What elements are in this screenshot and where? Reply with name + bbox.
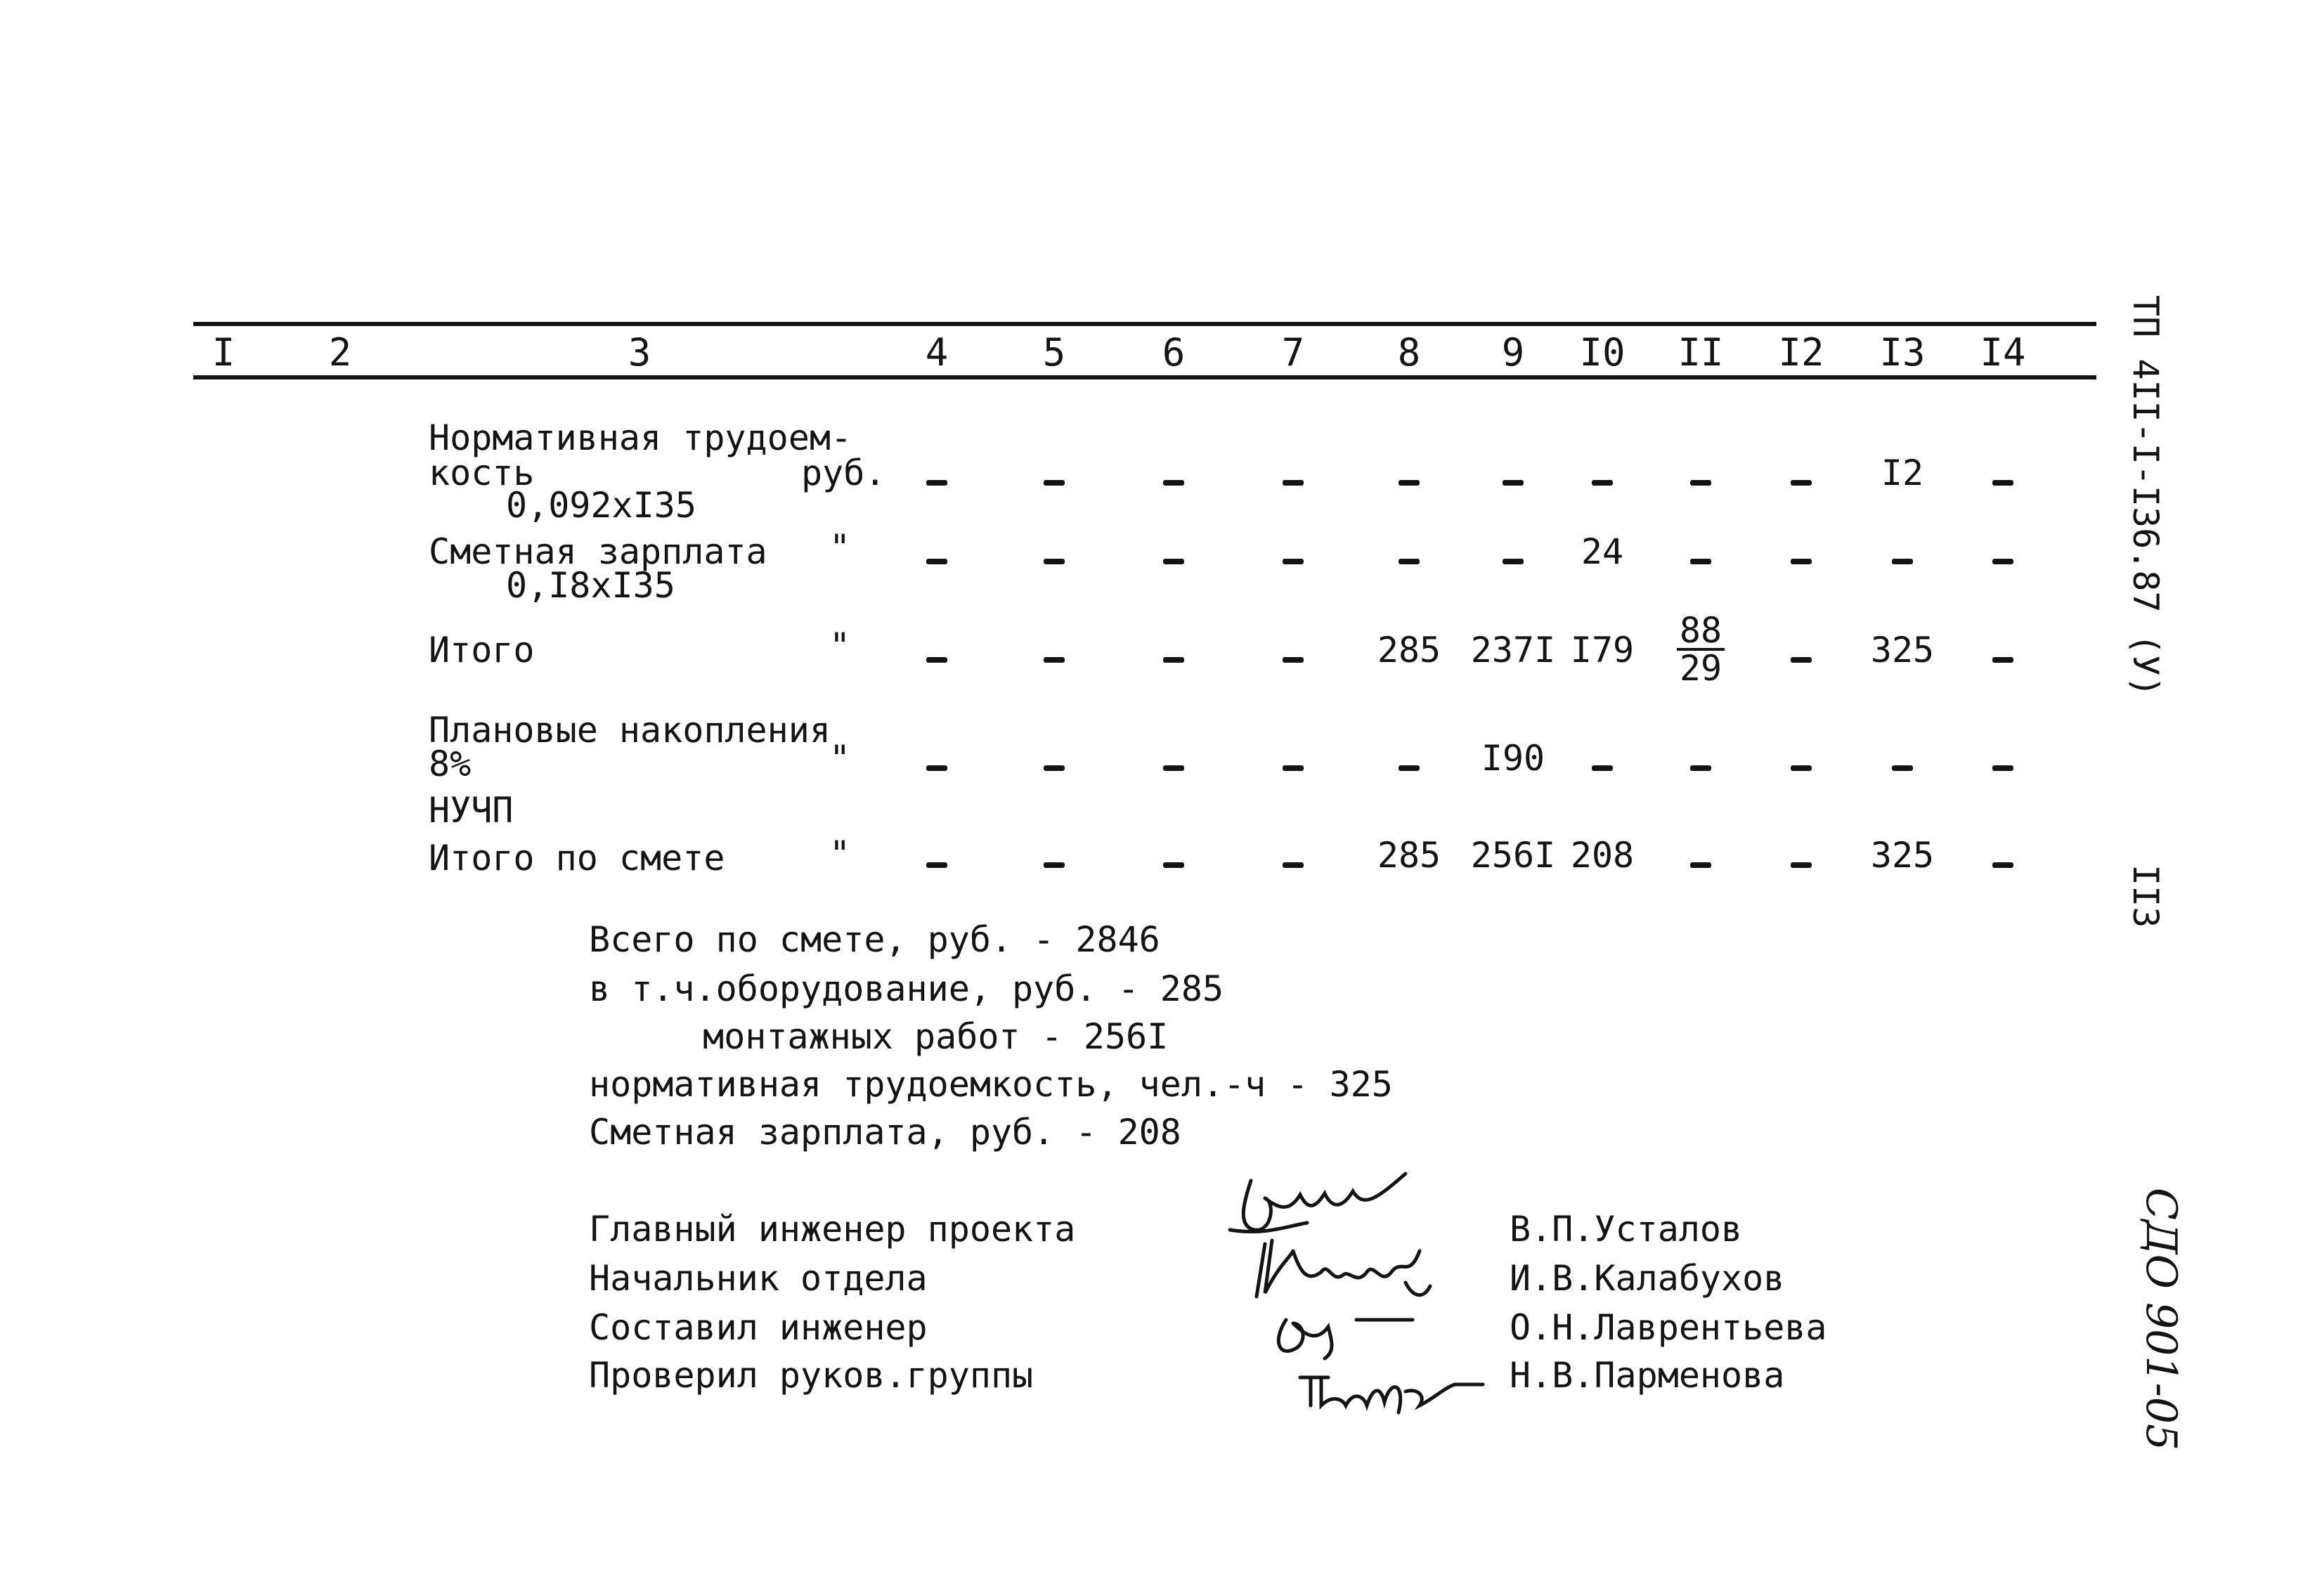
table-cell <box>998 538 1110 579</box>
dash-mark <box>1283 559 1304 564</box>
table-cell: 325 <box>1870 630 1935 670</box>
table-cell <box>881 637 993 677</box>
table-top-rule <box>193 322 2096 326</box>
row-unit: " <box>829 833 851 874</box>
dash-mark <box>1992 862 2013 868</box>
table-cell <box>1644 538 1757 579</box>
table-cell <box>1117 745 1230 786</box>
dash-mark <box>1791 480 1812 486</box>
table-cell: 24 <box>1581 531 1624 572</box>
column-header-6: 6 <box>1162 330 1186 375</box>
signature-name: В.П.Усталов <box>1510 1209 1743 1250</box>
column-header-13: I3 <box>1879 330 1926 375</box>
table-cell <box>1745 745 1857 786</box>
signature-name: О.Н.Лаврентьева <box>1510 1307 1827 1348</box>
dash-mark <box>926 480 947 486</box>
dash-mark <box>1044 559 1065 564</box>
table-cell <box>1947 745 2059 786</box>
dash-mark <box>1044 765 1065 771</box>
table-cell <box>1117 842 1230 883</box>
dash-mark <box>926 765 947 771</box>
dash-mark <box>1044 480 1065 486</box>
dash-mark <box>1992 480 2013 486</box>
dash-mark <box>1163 480 1184 486</box>
handwritten-signature-parmenova <box>1293 1356 1490 1420</box>
row-unit: " <box>829 738 851 779</box>
dash-mark <box>1892 765 1913 771</box>
handwritten-signature-lavrentieva <box>1265 1299 1434 1362</box>
table-cell <box>1947 538 2059 579</box>
dash-mark <box>1163 765 1184 771</box>
dash-mark <box>1399 559 1420 564</box>
row-label: НУЧП <box>429 790 514 831</box>
row-label: Нормативная трудоем- <box>429 417 852 458</box>
table-cell <box>1117 538 1230 579</box>
column-header-1: I <box>212 330 235 375</box>
table-cell <box>1846 538 1959 579</box>
summary-installation: монтажных работ - 256I <box>703 1016 1169 1057</box>
table-cell <box>1117 460 1230 500</box>
table-cell <box>1644 460 1757 500</box>
column-header-3: 3 <box>628 330 651 375</box>
dash-mark <box>1690 480 1711 486</box>
column-header-7: 7 <box>1281 330 1305 375</box>
row-formula: 0,092xI35 <box>506 485 696 526</box>
dash-mark <box>1163 657 1184 663</box>
signature-name: И.В.Калабухов <box>1510 1258 1785 1299</box>
signature-role: Проверил руков.группы <box>589 1355 1034 1396</box>
table-cell <box>1353 745 1465 786</box>
dash-mark <box>1992 657 2013 663</box>
table-cell <box>1546 460 1659 500</box>
signature-role: Главный инженер проекта <box>589 1209 1076 1250</box>
column-header-14: I4 <box>1980 330 2026 375</box>
column-header-10: I0 <box>1579 330 1626 375</box>
table-cell <box>1546 745 1659 786</box>
table-cell <box>881 460 993 500</box>
dash-mark <box>1791 559 1812 564</box>
table-cell <box>1237 538 1349 579</box>
row-label-cont: 8% <box>429 744 472 784</box>
column-header-8: 8 <box>1397 330 1421 375</box>
dash-mark <box>1283 765 1304 771</box>
dash-mark <box>1503 559 1524 564</box>
table-cell: 208 <box>1570 835 1635 876</box>
summary-total: Всего по смете, руб. - 2846 <box>589 919 1160 960</box>
signature-role: Составил инженер <box>589 1307 928 1348</box>
table-cell: I90 <box>1481 738 1545 779</box>
row-unit: " <box>829 625 851 666</box>
document-code: ТП 4II-I-I36.87 (У) <box>2125 295 2166 697</box>
dash-mark <box>926 862 947 868</box>
summary-equipment: в т.ч.оборудование, руб. - 285 <box>589 968 1224 1009</box>
table-cell <box>998 460 1110 500</box>
dash-mark <box>926 559 947 564</box>
dash-mark <box>1791 765 1812 771</box>
table-cell <box>1846 745 1959 786</box>
row-label: Итого по смете <box>429 838 725 878</box>
dash-mark <box>1690 862 1711 868</box>
dash-mark <box>1592 765 1613 771</box>
dash-mark <box>1892 559 1913 564</box>
summary-labor: нормативная трудоемкость, чел.-ч - 325 <box>589 1064 1393 1105</box>
table-cell <box>1237 637 1349 677</box>
table-cell <box>1947 637 2059 677</box>
signature-role: Начальник отдела <box>589 1258 928 1299</box>
table-cell: 237I <box>1470 630 1556 670</box>
table-cell <box>1117 637 1230 677</box>
column-header-4: 4 <box>925 330 949 375</box>
row-label: Плановые накопления <box>429 710 831 751</box>
table-cell <box>881 538 993 579</box>
dash-mark <box>1283 657 1304 663</box>
dash-mark <box>1163 559 1184 564</box>
handwritten-archive-number: СДО 901-05 <box>2136 1188 2186 1451</box>
table-cell <box>1947 842 2059 883</box>
row-label: Сметная зарплата <box>429 531 767 572</box>
signature-name: Н.В.Парменова <box>1510 1355 1785 1396</box>
dash-mark <box>1399 765 1420 771</box>
dash-mark <box>1283 480 1304 486</box>
dash-mark <box>1044 657 1065 663</box>
row-label-cont: кость <box>429 453 535 493</box>
table-cell: 256I <box>1470 835 1556 876</box>
table-cell: 325 <box>1870 835 1935 876</box>
column-header-9: 9 <box>1501 330 1525 375</box>
column-header-12: I2 <box>1778 330 1824 375</box>
dash-mark <box>1503 480 1524 486</box>
dash-mark <box>1992 559 2013 564</box>
table-cell <box>1745 460 1857 500</box>
page-number: II3 <box>2125 864 2166 928</box>
dash-mark <box>1791 862 1812 868</box>
table-cell <box>881 745 993 786</box>
table-cell <box>1947 460 2059 500</box>
table-cell <box>1644 745 1757 786</box>
row-formula: 0,I8xI35 <box>506 565 675 606</box>
column-header-11: II <box>1678 330 1724 375</box>
table-cell <box>1353 538 1465 579</box>
table-cell <box>1237 460 1349 500</box>
table-cell: 285 <box>1377 630 1441 670</box>
table-cell <box>998 745 1110 786</box>
row-unit: руб. <box>801 453 886 493</box>
table-cell <box>1237 842 1349 883</box>
table-cell <box>1745 842 1857 883</box>
table-cell: $\frac{88}{29}$ <box>1644 610 1757 686</box>
dash-mark <box>1690 765 1711 771</box>
dash-mark <box>1592 480 1613 486</box>
table-cell <box>1745 637 1857 677</box>
dash-mark <box>1399 480 1420 486</box>
dash-mark <box>1992 765 2013 771</box>
row-label: Итого <box>429 630 535 670</box>
table-cell: I2 <box>1881 453 1924 493</box>
table-cell: I79 <box>1570 630 1635 670</box>
table-cell <box>1644 842 1757 883</box>
dash-mark <box>1044 862 1065 868</box>
table-cell: 285 <box>1377 835 1441 876</box>
dash-mark <box>1163 862 1184 868</box>
table-header-rule <box>193 375 2096 379</box>
handwritten-signature-kalabukhov <box>1251 1230 1448 1307</box>
table-cell <box>1353 460 1465 500</box>
table-cell <box>1237 745 1349 786</box>
column-header-2: 2 <box>328 330 352 375</box>
dash-mark <box>1690 559 1711 564</box>
table-cell <box>998 637 1110 677</box>
table-cell <box>998 842 1110 883</box>
dash-mark <box>1791 657 1812 663</box>
summary-wage: Сметная зарплата, руб. - 208 <box>589 1112 1181 1153</box>
dash-mark <box>926 657 947 663</box>
row-unit: " <box>829 527 851 568</box>
dash-mark <box>1283 862 1304 868</box>
table-cell <box>881 842 993 883</box>
table-cell <box>1745 538 1857 579</box>
column-header-5: 5 <box>1042 330 1066 375</box>
